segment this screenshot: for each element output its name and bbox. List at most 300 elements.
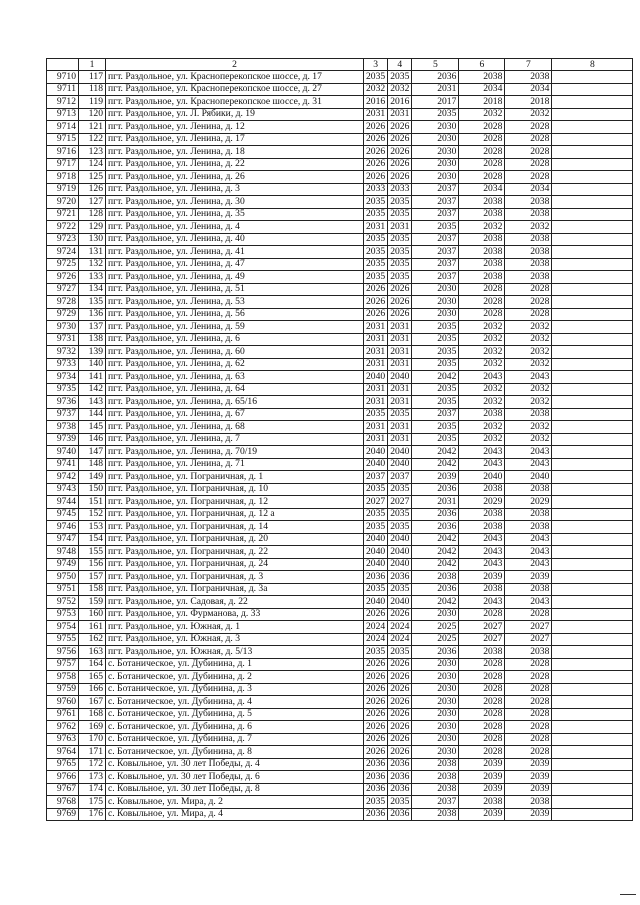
- table-cell: [552, 471, 633, 484]
- table-cell: [552, 796, 633, 809]
- table-cell: 2028: [459, 308, 505, 321]
- table-cell: 2035: [412, 333, 459, 346]
- address-cell: пгт. Раздольное, ул. Пограничная, д. 14: [106, 521, 364, 534]
- table-cell: 9767: [47, 783, 79, 796]
- table-cell: 123: [79, 146, 106, 159]
- table-cell: 2040: [364, 546, 388, 559]
- table-cell: 2040: [364, 558, 388, 571]
- table-cell: 2032: [388, 83, 412, 96]
- table-cell: 154: [79, 533, 106, 546]
- table-cell: 2026: [364, 608, 388, 621]
- table-row: [47, 333, 633, 346]
- table-cell: 2030: [412, 158, 459, 171]
- table-cell: [552, 133, 633, 146]
- table-cell: 149: [79, 471, 106, 484]
- table-cell: 2035: [412, 433, 459, 446]
- table-cell: 2031: [388, 108, 412, 121]
- table-row: [47, 346, 633, 359]
- table-cell: 2040: [388, 596, 412, 609]
- table-cell: 2028: [505, 696, 552, 709]
- table-cell: [552, 508, 633, 521]
- table-cell: 2030: [412, 296, 459, 309]
- table-cell: [552, 696, 633, 709]
- table-cell: 2027: [364, 496, 388, 509]
- table-cell: 2030: [412, 133, 459, 146]
- table-cell: 2039: [505, 571, 552, 584]
- table-cell: 2026: [364, 121, 388, 134]
- address-cell: пгт. Раздольное, ул. Ленина, д. 4: [106, 221, 364, 234]
- table-cell: 2038: [459, 583, 505, 596]
- table-cell: 2026: [364, 146, 388, 159]
- table-cell: [552, 246, 633, 259]
- header-cell: 8: [552, 59, 633, 71]
- table-cell: 2018: [459, 96, 505, 109]
- table-cell: 2026: [388, 296, 412, 309]
- table-cell: 157: [79, 571, 106, 584]
- table-cell: 127: [79, 196, 106, 209]
- table-cell: [552, 658, 633, 671]
- table-cell: 2035: [364, 796, 388, 809]
- table-cell: 9730: [47, 321, 79, 334]
- table-cell: 9756: [47, 646, 79, 659]
- table-cell: 2030: [412, 308, 459, 321]
- table-cell: 2036: [388, 808, 412, 821]
- table-cell: 2028: [505, 683, 552, 696]
- table-cell: 124: [79, 158, 106, 171]
- table-cell: 2037: [412, 271, 459, 284]
- header-row: [47, 59, 633, 71]
- table-row: [47, 371, 633, 384]
- table-cell: [552, 71, 633, 84]
- table-cell: [552, 608, 633, 621]
- table-cell: 2030: [412, 683, 459, 696]
- table-cell: 2043: [505, 558, 552, 571]
- address-cell: пгт. Раздольное, ул. Ленина, д. 3: [106, 183, 364, 196]
- table-cell: 2028: [459, 296, 505, 309]
- table-cell: 173: [79, 771, 106, 784]
- table-cell: 2035: [388, 246, 412, 259]
- table-cell: 9757: [47, 658, 79, 671]
- address-cell: с. Ковыльное, ул. 30 лет Победы, д. 8: [106, 783, 364, 796]
- table-cell: 9761: [47, 708, 79, 721]
- table-row: [47, 771, 633, 784]
- table-cell: 2032: [364, 83, 388, 96]
- table-cell: 2042: [412, 546, 459, 559]
- table-cell: 2038: [505, 196, 552, 209]
- table-cell: 2038: [505, 246, 552, 259]
- table-cell: 2038: [505, 271, 552, 284]
- table-cell: 2031: [388, 383, 412, 396]
- table-cell: 2030: [412, 708, 459, 721]
- table-cell: 2036: [364, 758, 388, 771]
- table-cell: 2030: [412, 658, 459, 671]
- table-cell: 2032: [505, 346, 552, 359]
- table-cell: 2026: [388, 158, 412, 171]
- table-row: [47, 358, 633, 371]
- table-cell: [552, 358, 633, 371]
- header-cell: [47, 59, 79, 71]
- table-cell: 166: [79, 683, 106, 696]
- table-cell: 2032: [459, 358, 505, 371]
- table-row: [47, 171, 633, 184]
- table-cell: 2035: [412, 421, 459, 434]
- table-cell: 9766: [47, 771, 79, 784]
- table-cell: 9728: [47, 296, 79, 309]
- address-cell: пгт. Раздольное, ул. Ленина, д. 30: [106, 196, 364, 209]
- table-cell: 2025: [412, 621, 459, 634]
- table-cell: 9755: [47, 633, 79, 646]
- table-cell: 175: [79, 796, 106, 809]
- table-cell: 2032: [505, 383, 552, 396]
- table-row: [47, 658, 633, 671]
- table-cell: 2038: [459, 483, 505, 496]
- table-row: [47, 383, 633, 396]
- table-cell: 2026: [388, 283, 412, 296]
- table-cell: 2037: [388, 471, 412, 484]
- table-cell: 145: [79, 421, 106, 434]
- table-cell: 9749: [47, 558, 79, 571]
- table-cell: 9760: [47, 696, 79, 709]
- address-cell: пгт. Раздольное, ул. Ленина, д. 12: [106, 121, 364, 134]
- table-cell: 2038: [459, 408, 505, 421]
- table-row: [47, 521, 633, 534]
- address-cell: пгт. Раздольное, ул. Ленина, д. 18: [106, 146, 364, 159]
- table-cell: 2035: [364, 583, 388, 596]
- table-cell: 147: [79, 446, 106, 459]
- address-cell: пгт. Раздольное, ул. Ленина, д. 56: [106, 308, 364, 321]
- table-cell: 2037: [412, 246, 459, 259]
- table-cell: 2031: [364, 321, 388, 334]
- table-cell: 2031: [364, 358, 388, 371]
- address-cell: пгт. Раздольное, ул. Садовая, д. 22: [106, 596, 364, 609]
- table-cell: 2033: [388, 183, 412, 196]
- table-row: [47, 321, 633, 334]
- table-cell: 2040: [505, 471, 552, 484]
- table-cell: 2035: [364, 71, 388, 84]
- table-cell: 2026: [388, 133, 412, 146]
- table-cell: 2026: [388, 658, 412, 671]
- table-cell: 9723: [47, 233, 79, 246]
- address-cell: пгт. Раздольное, ул. Ленина, д. 26: [106, 171, 364, 184]
- table-row: [47, 671, 633, 684]
- table-cell: 2030: [412, 171, 459, 184]
- table-cell: 2026: [388, 308, 412, 321]
- table-cell: 2031: [364, 108, 388, 121]
- table-cell: 133: [79, 271, 106, 284]
- table-row: [47, 183, 633, 196]
- table-cell: 2035: [412, 321, 459, 334]
- table-cell: 2040: [459, 471, 505, 484]
- table-cell: [552, 596, 633, 609]
- table-cell: 2032: [505, 108, 552, 121]
- table-cell: 9737: [47, 408, 79, 421]
- table-cell: 130: [79, 233, 106, 246]
- table-cell: [552, 108, 633, 121]
- table-cell: 2026: [364, 733, 388, 746]
- address-cell: пгт. Раздольное, ул. Ленина, д. 59: [106, 321, 364, 334]
- table-cell: 2026: [388, 683, 412, 696]
- table-cell: 9713: [47, 108, 79, 121]
- table-cell: 2038: [505, 796, 552, 809]
- table-cell: [552, 146, 633, 159]
- table-cell: 9752: [47, 596, 79, 609]
- table-cell: 2034: [505, 183, 552, 196]
- address-cell: пгт. Раздольное, ул. Ленина, д. 64: [106, 383, 364, 396]
- table-cell: 2026: [364, 671, 388, 684]
- table-cell: 2034: [459, 183, 505, 196]
- table-cell: 2043: [459, 458, 505, 471]
- table-cell: 2031: [412, 496, 459, 509]
- table-cell: 2040: [388, 558, 412, 571]
- table-cell: [552, 83, 633, 96]
- table-cell: 2035: [412, 346, 459, 359]
- table-cell: 168: [79, 708, 106, 721]
- table-cell: 9716: [47, 146, 79, 159]
- table-cell: 9734: [47, 371, 79, 384]
- table-cell: 163: [79, 646, 106, 659]
- table-row: [47, 508, 633, 521]
- table-cell: 2035: [388, 196, 412, 209]
- table-cell: [552, 196, 633, 209]
- table-row: [47, 396, 633, 409]
- table-cell: 2026: [388, 121, 412, 134]
- table-cell: 2028: [459, 158, 505, 171]
- table-cell: [552, 208, 633, 221]
- table-cell: [552, 496, 633, 509]
- table-cell: [552, 396, 633, 409]
- table-cell: [552, 333, 633, 346]
- table-cell: 9724: [47, 246, 79, 259]
- table-cell: 2038: [505, 258, 552, 271]
- address-cell: пгт. Раздольное, ул. Краснoперекопское шоссе, д. 17: [106, 71, 364, 84]
- table-cell: 2038: [459, 208, 505, 221]
- table-cell: 2028: [459, 608, 505, 621]
- table-cell: 2028: [459, 171, 505, 184]
- address-cell: пгт. Раздольное, ул. Пограничная, д. 10: [106, 483, 364, 496]
- table-cell: 174: [79, 783, 106, 796]
- table-cell: 129: [79, 221, 106, 234]
- table-cell: 2036: [388, 571, 412, 584]
- table-cell: 9721: [47, 208, 79, 221]
- table-cell: 2032: [459, 108, 505, 121]
- table-row: [47, 146, 633, 159]
- address-cell: пгт. Раздольное, ул. Ленина, д. 22: [106, 158, 364, 171]
- table-cell: 170: [79, 733, 106, 746]
- table-cell: 2028: [505, 658, 552, 671]
- table-cell: 2035: [364, 246, 388, 259]
- table-cell: 9758: [47, 671, 79, 684]
- table-row: [47, 558, 633, 571]
- table-cell: [552, 521, 633, 534]
- table-row: [47, 708, 633, 721]
- table-cell: 2038: [459, 796, 505, 809]
- table-cell: [552, 158, 633, 171]
- table-cell: 2027: [388, 496, 412, 509]
- table-row: [47, 596, 633, 609]
- table-cell: 2032: [505, 433, 552, 446]
- table-row: [47, 758, 633, 771]
- table-cell: 9744: [47, 496, 79, 509]
- table-cell: 156: [79, 558, 106, 571]
- table-cell: 171: [79, 746, 106, 759]
- table-cell: 2025: [412, 633, 459, 646]
- table-row: [47, 621, 633, 634]
- table-cell: 2028: [459, 671, 505, 684]
- table-cell: 2028: [459, 658, 505, 671]
- table-cell: 2037: [412, 208, 459, 221]
- table-cell: 9768: [47, 796, 79, 809]
- table-row: [47, 196, 633, 209]
- table-cell: 148: [79, 458, 106, 471]
- table-cell: [552, 346, 633, 359]
- table-cell: 142: [79, 383, 106, 396]
- table-cell: 2039: [505, 783, 552, 796]
- table-cell: 2035: [364, 483, 388, 496]
- table-cell: 2040: [388, 546, 412, 559]
- table-cell: 2035: [364, 408, 388, 421]
- table-cell: [552, 633, 633, 646]
- table-cell: 2031: [388, 421, 412, 434]
- table-cell: 2030: [412, 608, 459, 621]
- table-cell: 2031: [364, 221, 388, 234]
- table-cell: 2035: [412, 383, 459, 396]
- table-cell: 2035: [388, 508, 412, 521]
- table-cell: 9748: [47, 546, 79, 559]
- table-cell: 2028: [505, 671, 552, 684]
- address-cell: пгт. Раздольное, ул. Пограничная, д. 3: [106, 571, 364, 584]
- table-cell: [552, 183, 633, 196]
- table-cell: 2038: [505, 646, 552, 659]
- address-cell: с. Ботаническое, ул. Дубинина, д. 4: [106, 696, 364, 709]
- address-cell: пгт. Раздольное, ул. Ленина, д. 65/16: [106, 396, 364, 409]
- address-cell: пгт. Раздольное, ул. Ленина, д. 51: [106, 283, 364, 296]
- table-cell: 2035: [388, 408, 412, 421]
- table-row: [47, 83, 633, 96]
- table-row: [47, 633, 633, 646]
- table-cell: 162: [79, 633, 106, 646]
- table-cell: 2026: [364, 683, 388, 696]
- table-cell: 2027: [459, 621, 505, 634]
- table-cell: 2031: [364, 383, 388, 396]
- table-cell: 141: [79, 371, 106, 384]
- table-cell: 172: [79, 758, 106, 771]
- table-cell: 161: [79, 621, 106, 634]
- table-cell: [552, 808, 633, 821]
- table-row: [47, 683, 633, 696]
- table-cell: 2038: [505, 483, 552, 496]
- table-cell: 2026: [364, 158, 388, 171]
- table-cell: 2040: [364, 371, 388, 384]
- table-cell: 2028: [505, 171, 552, 184]
- table-cell: 2034: [459, 83, 505, 96]
- table-cell: 2040: [388, 533, 412, 546]
- table-cell: 2031: [388, 433, 412, 446]
- table-cell: [552, 758, 633, 771]
- table-cell: 2042: [412, 596, 459, 609]
- table-cell: 2026: [388, 171, 412, 184]
- table-cell: 2037: [412, 408, 459, 421]
- table-cell: 2038: [412, 758, 459, 771]
- table-row: [47, 546, 633, 559]
- table-cell: 2038: [505, 208, 552, 221]
- table-cell: 2043: [505, 446, 552, 459]
- table-cell: 2027: [505, 621, 552, 634]
- table-cell: 2032: [459, 383, 505, 396]
- table-cell: 2026: [364, 708, 388, 721]
- table-cell: 143: [79, 396, 106, 409]
- table-cell: 118: [79, 83, 106, 96]
- table-cell: 2035: [412, 358, 459, 371]
- address-cell: пгт. Раздольное, ул. Ленина, д. 35: [106, 208, 364, 221]
- table-cell: 2035: [412, 108, 459, 121]
- header-cell: 7: [505, 59, 552, 71]
- table-cell: 2028: [459, 133, 505, 146]
- table-cell: [552, 308, 633, 321]
- table-row: [47, 308, 633, 321]
- table-cell: 9740: [47, 446, 79, 459]
- address-cell: пгт. Раздольное, ул. Пограничная, д. 24: [106, 558, 364, 571]
- table-cell: 2026: [388, 746, 412, 759]
- address-cell: пгт. Раздольное, ул. Южная, д. 3: [106, 633, 364, 646]
- table-cell: 2043: [505, 458, 552, 471]
- table-cell: [552, 433, 633, 446]
- table-cell: 2028: [459, 283, 505, 296]
- table-cell: 2032: [459, 221, 505, 234]
- table-cell: 2038: [459, 196, 505, 209]
- table-cell: [552, 571, 633, 584]
- address-cell: пгт. Раздольное, ул. Ленина, д. 49: [106, 271, 364, 284]
- table-cell: 9750: [47, 571, 79, 584]
- table-cell: 128: [79, 208, 106, 221]
- table-cell: 2034: [505, 83, 552, 96]
- table-cell: [552, 233, 633, 246]
- table-cell: 2039: [459, 808, 505, 821]
- table-cell: 2035: [388, 258, 412, 271]
- table-cell: [552, 558, 633, 571]
- table-row: [47, 271, 633, 284]
- table-cell: 2038: [505, 583, 552, 596]
- table-cell: 2036: [412, 646, 459, 659]
- table-row: [47, 471, 633, 484]
- address-cell: с. Ботаническое, ул. Дубинина, д. 6: [106, 721, 364, 734]
- address-cell: пгт. Раздольное, ул. Пограничная, д. 3а: [106, 583, 364, 596]
- address-cell: с. Ботаническое, ул. Дубинина, д. 7: [106, 733, 364, 746]
- table-cell: 9751: [47, 583, 79, 596]
- table-cell: [552, 683, 633, 696]
- table-cell: 2030: [412, 671, 459, 684]
- table-cell: 2035: [388, 646, 412, 659]
- table-cell: 2026: [388, 146, 412, 159]
- address-cell: пгт. Раздольное, ул. Пограничная, д. 1: [106, 471, 364, 484]
- address-cell: пгт. Раздольное, ул. Краснoперекопское шоссе, д. 31: [106, 96, 364, 109]
- table-cell: 2028: [505, 708, 552, 721]
- table-cell: 134: [79, 283, 106, 296]
- table-cell: [552, 371, 633, 384]
- table-cell: 9711: [47, 83, 79, 96]
- address-cell: пгт. Раздольное, ул. Ленина, д. 71: [106, 458, 364, 471]
- table-cell: [552, 621, 633, 634]
- table-cell: 153: [79, 521, 106, 534]
- table-cell: 2038: [505, 521, 552, 534]
- table-cell: [552, 96, 633, 109]
- table-cell: 2036: [412, 508, 459, 521]
- table-cell: 2040: [364, 458, 388, 471]
- table-cell: 2040: [364, 446, 388, 459]
- table-row: [47, 233, 633, 246]
- table-cell: 2032: [505, 221, 552, 234]
- table-cell: 2042: [412, 533, 459, 546]
- table-row: [47, 783, 633, 796]
